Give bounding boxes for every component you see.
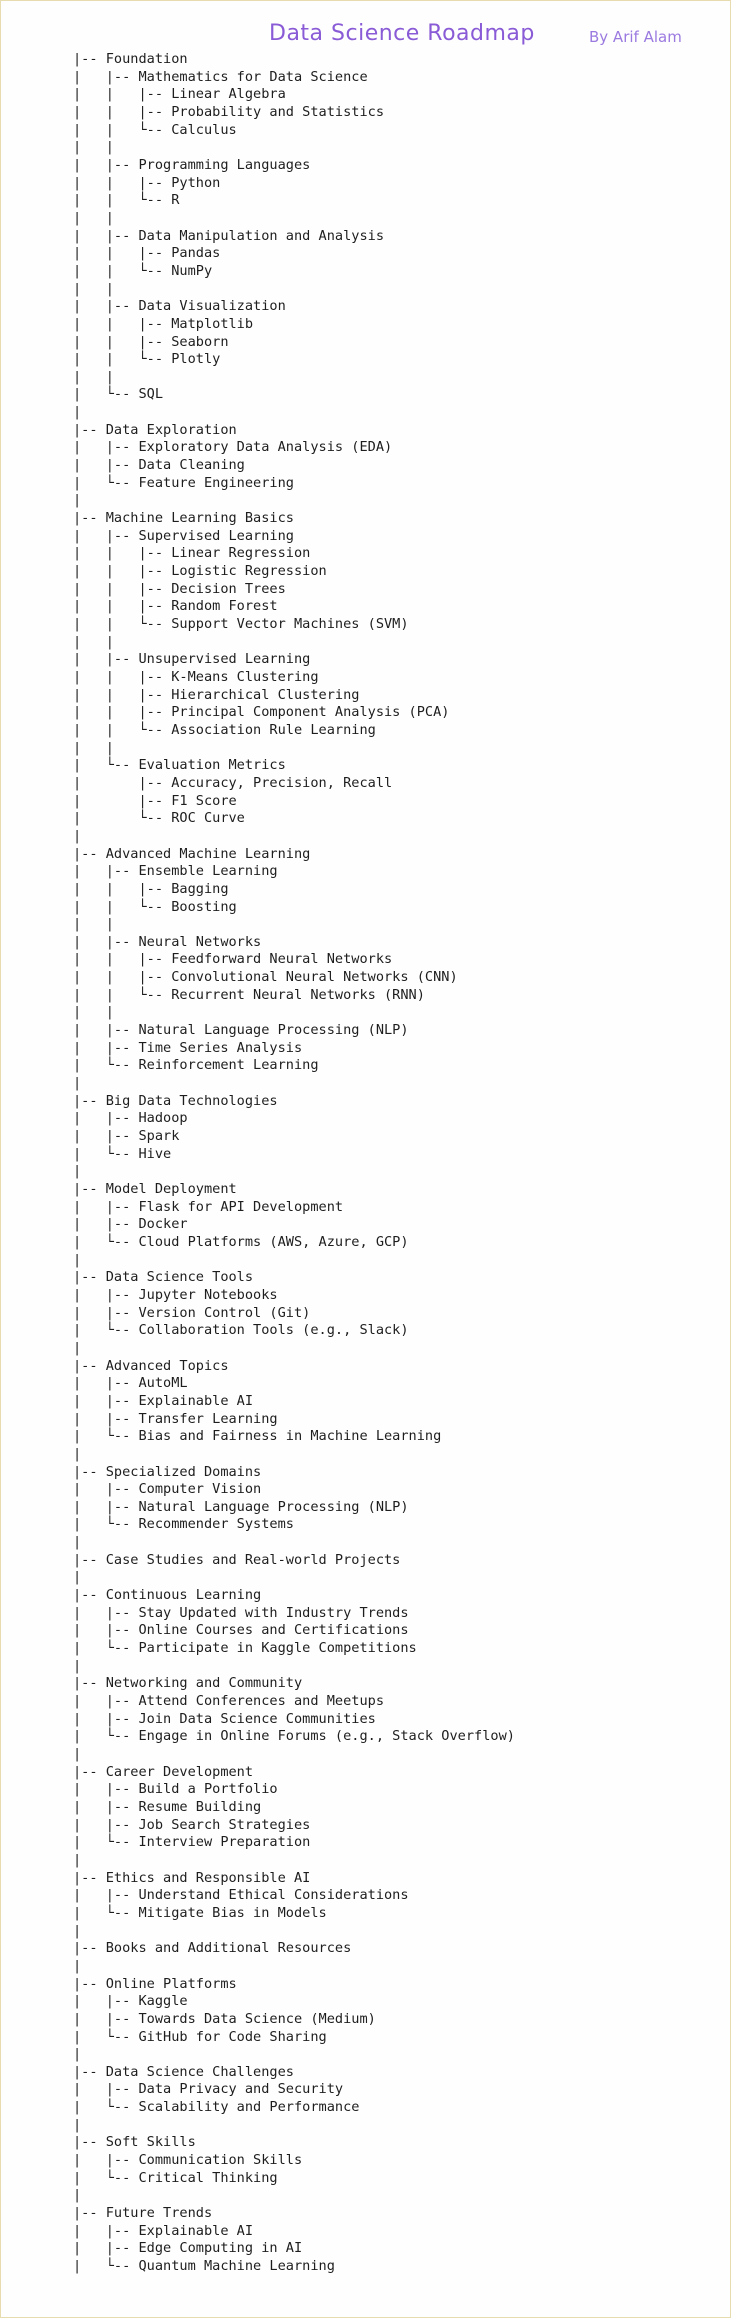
tree-line: | |-- Build a Portfolio (73, 1781, 278, 1798)
tree-line: | └-- SQL (73, 386, 164, 403)
tree-line: | └-- Collaboration Tools (e.g., Slack) (73, 1322, 409, 1339)
tree-line: | (73, 1851, 82, 1868)
tree-line: | | (73, 280, 114, 297)
tree-line: | | |-- Decision Trees (73, 580, 286, 597)
tree-line: | (73, 404, 82, 421)
tree-line: | (73, 1163, 82, 1180)
tree-line: | |-- Towards Data Science (Medium) (73, 2010, 376, 2027)
tree-line: | |-- Spark (73, 1128, 180, 1145)
tree-line: | | (73, 1004, 114, 1021)
tree-line: | |-- Explainable AI (73, 1392, 254, 1409)
tree-line: | |-- Version Control (Git) (73, 1304, 311, 1321)
tree-line: | └-- Engage in Online Forums (e.g., Stack Overflow) (73, 1728, 515, 1745)
tree-line: | |-- Data Cleaning (73, 457, 245, 474)
tree-line: | (73, 1534, 82, 1551)
tree-line: |-- Machine Learning Basics (73, 510, 294, 527)
tree-line: | | └-- Recurrent Neural Networks (RNN) (73, 986, 425, 1003)
tree-line: | |-- Natural Language Processing (NLP) (73, 1022, 409, 1039)
tree-line: |-- Data Exploration (73, 421, 237, 438)
tree-line: | └-- ROC Curve (73, 810, 245, 827)
tree-line: | (73, 1657, 82, 1674)
tree-line: | |-- Docker (73, 1216, 188, 1233)
tree-line: | └-- GitHub for Code Sharing (73, 2028, 327, 2045)
tree-line: | |-- Accuracy, Precision, Recall (73, 774, 393, 791)
tree-line: | | (73, 209, 114, 226)
tree-line: |-- Foundation (73, 51, 188, 67)
tree-line: |-- Career Development (73, 1763, 254, 1780)
tree-line: | |-- Supervised Learning (73, 527, 294, 544)
tree-line: | |-- Hadoop (73, 1110, 188, 1127)
tree-line: | |-- Exploratory Data Analysis (EDA) (73, 439, 393, 456)
tree-line: | |-- Job Search Strategies (73, 1816, 311, 1833)
tree-line: | (73, 1569, 82, 1586)
tree-line: | |-- Data Privacy and Security (73, 2081, 344, 2098)
tree-line: | | └-- Boosting (73, 898, 237, 915)
tree-line: | └-- Evaluation Metrics (73, 757, 286, 774)
tree-line: | |-- Neural Networks (73, 933, 262, 950)
tree-line: | | (73, 139, 114, 156)
tree-line: | | |-- Python (73, 174, 221, 191)
tree-line: |-- Books and Additional Resources (73, 1940, 352, 1957)
author-credit: By Arif Alam (589, 28, 682, 46)
tree-line: |-- Networking and Community (73, 1675, 303, 1692)
tree-line: | (73, 1922, 82, 1939)
tree-line: |-- Data Science Tools (73, 1269, 254, 1286)
tree-line: | (73, 1746, 82, 1762)
tree-line: | └-- Mitigate Bias in Models (73, 1904, 327, 1921)
page-title: Data Science Roadmap (269, 21, 535, 46)
tree-line: | | └-- R (73, 192, 180, 209)
tree-line: | └-- Quantum Machine Learning (73, 2258, 335, 2275)
tree-line: | (73, 1957, 82, 1974)
tree-line: |-- Model Deployment (73, 1181, 237, 1197)
tree-line: | └-- Participate in Kaggle Competitions (73, 1640, 417, 1657)
tree-line: | |-- Resume Building (73, 1798, 262, 1815)
tree-line: | (73, 2187, 82, 2204)
tree-line: | |-- Flask for API Development (73, 1198, 344, 1215)
tree-line: |-- Data Science Challenges (73, 2063, 294, 2080)
tree-line: | └-- Cloud Platforms (AWS, Azure, GCP) (73, 1233, 409, 1250)
tree-line: | | └-- NumPy (73, 262, 213, 279)
tree-line: | └-- Scalability and Performance (73, 2099, 360, 2116)
tree-line: |-- Ethics and Responsible AI (73, 1869, 311, 1886)
tree-line: | | (73, 739, 114, 756)
tree-line: |-- Case Studies and Real-world Projects (73, 1551, 401, 1568)
tree-line: |-- Soft Skills (73, 2134, 196, 2151)
tree-line: | |-- Programming Languages (73, 156, 311, 173)
tree-line: | |-- Communication Skills (73, 2152, 303, 2169)
tree-line: | └-- Bias and Fairness in Machine Learning (73, 1428, 442, 1445)
tree-line: | |-- Explainable AI (73, 2222, 254, 2239)
tree-line: | |-- Natural Language Processing (NLP) (73, 1498, 409, 1515)
tree-line: |-- Advanced Topics (73, 1357, 229, 1374)
tree-line: | | |-- Probability and Statistics (73, 103, 384, 120)
tree-line: | └-- Recommender Systems (73, 1516, 294, 1533)
tree-line: | | └-- Association Rule Learning (73, 721, 376, 738)
tree-line: | |-- Data Manipulation and Analysis (73, 227, 384, 244)
tree-line: | └-- Feature Engineering (73, 474, 294, 491)
tree-line: | | |-- Matplotlib (73, 315, 254, 332)
tree-line: |-- Advanced Machine Learning (73, 845, 311, 862)
tree-line: | | |-- Pandas (73, 245, 221, 262)
tree-line: | (73, 1075, 82, 1092)
tree-line: | └-- Critical Thinking (73, 2169, 278, 2186)
tree-line: | (73, 2046, 82, 2063)
tree-line: | | |-- Principal Component Analysis (PCA) (73, 704, 450, 721)
tree-line: | |-- Edge Computing in AI (73, 2240, 303, 2257)
tree-line: | | |-- Bagging (73, 880, 229, 897)
tree-line: | |-- Data Visualization (73, 298, 286, 315)
tree-line: |-- Specialized Domains (73, 1463, 262, 1480)
tree-line: | | |-- Seaborn (73, 333, 229, 350)
tree-line: | (73, 1339, 82, 1356)
tree-line: | |-- Stay Updated with Industry Trends (73, 1604, 409, 1621)
tree-line: | | |-- Linear Regression (73, 545, 311, 562)
tree-line: | |-- Unsupervised Learning (73, 651, 311, 668)
tree-line: | | |-- Logistic Regression (73, 563, 327, 580)
tree-line: |-- Continuous Learning (73, 1587, 262, 1604)
tree-line: | |-- Kaggle (73, 1993, 188, 2010)
tree-line: | |-- Online Courses and Certifications (73, 1622, 409, 1639)
tree-line: | |-- Computer Vision (73, 1481, 262, 1498)
tree-line: | (73, 1445, 82, 1462)
tree-line: | |-- F1 Score (73, 792, 237, 809)
tree-line: |-- Online Platforms (73, 1975, 237, 1992)
tree-line: | | (73, 368, 114, 385)
tree-line: | |-- Time Series Analysis (73, 1039, 303, 1056)
tree-line: | | (73, 916, 114, 933)
tree-line: | | |-- Random Forest (73, 598, 278, 615)
tree-line: | | └-- Plotly (73, 351, 221, 368)
tree-line: | | |-- Hierarchical Clustering (73, 686, 360, 703)
tree-line: | └-- Hive (73, 1145, 172, 1162)
tree-line: | | |-- Convolutional Neural Networks (CNN) (73, 969, 458, 986)
tree-line: | | (73, 633, 114, 650)
tree-line: | | └-- Support Vector Machines (SVM) (73, 616, 409, 632)
tree-line: | |-- Attend Conferences and Meetups (73, 1693, 384, 1710)
tree-line: | |-- Jupyter Notebooks (73, 1286, 278, 1303)
tree-line: | |-- Ensemble Learning (73, 863, 278, 880)
tree-line: | └-- Interview Preparation (73, 1834, 311, 1851)
tree-line: | | |-- Linear Algebra (73, 86, 286, 103)
tree-line: | | |-- Feedforward Neural Networks (73, 951, 393, 968)
tree-line: | | └-- Calculus (73, 121, 237, 138)
tree-line: | └-- Reinforcement Learning (73, 1057, 319, 1074)
tree-line: | (73, 1251, 82, 1268)
tree-line: | | |-- K-Means Clustering (73, 668, 319, 685)
tree-line: | (73, 492, 82, 509)
tree-line: | |-- Mathematics for Data Science (73, 68, 368, 85)
tree-line: | |-- Transfer Learning (73, 1410, 278, 1427)
tree-line: |-- Big Data Technologies (73, 1092, 278, 1109)
tree-line: | |-- Join Data Science Communities (73, 1710, 376, 1727)
tree-line: | (73, 827, 82, 844)
tree-line: | (73, 2116, 82, 2133)
tree-line: | |-- AutoML (73, 1375, 188, 1392)
roadmap-tree (73, 51, 515, 2276)
tree-line: | |-- Understand Ethical Considerations (73, 1887, 409, 1904)
tree-line: |-- Future Trends (73, 2205, 213, 2222)
